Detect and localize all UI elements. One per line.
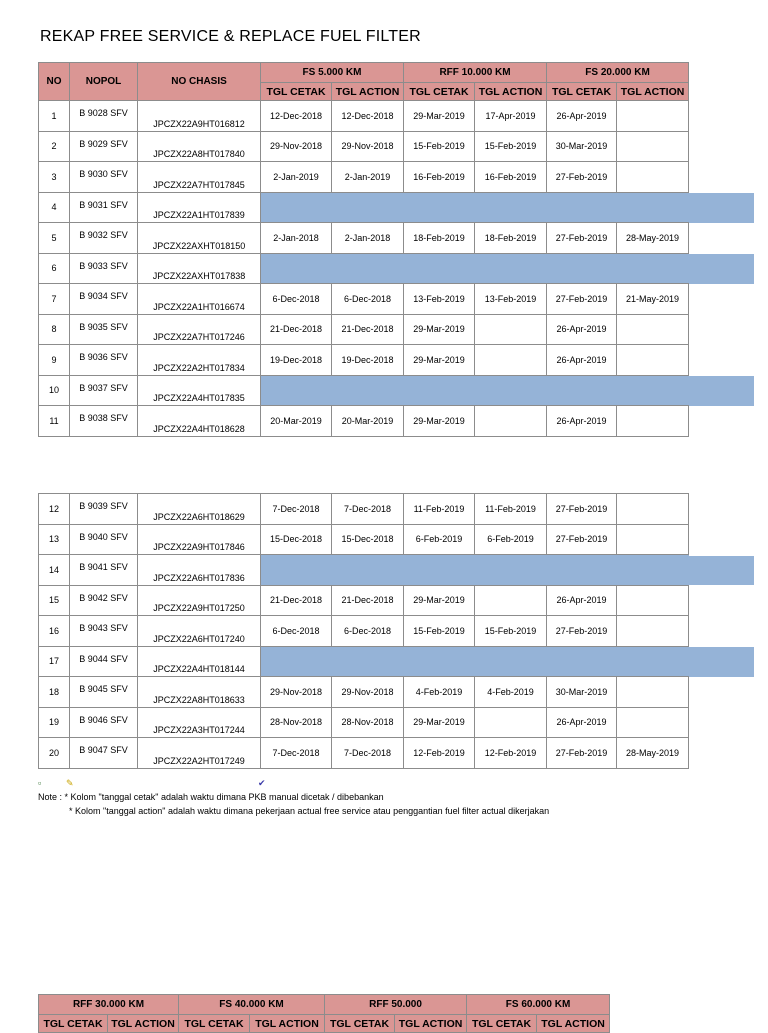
table-row <box>39 494 689 525</box>
date-cell: 17-Apr-2019 <box>475 101 547 132</box>
plate-number: B 9032 SFV <box>70 223 138 254</box>
plate-number: B 9042 SFV <box>70 585 138 616</box>
blank-row-extension <box>689 193 754 223</box>
date-cell <box>617 131 689 162</box>
row-number: 9 <box>39 345 70 376</box>
date-cell: 7-Dec-2018 <box>332 738 404 769</box>
header-sub: TGL ACTION <box>250 1015 325 1033</box>
comment-icon: ▫ <box>38 778 42 788</box>
header-sub: TGL CETAK <box>404 83 475 101</box>
date-cell: 6-Dec-2018 <box>261 284 332 315</box>
plate-number: B 9039 SFV <box>70 494 138 525</box>
table-row <box>39 284 689 315</box>
date-cell: 6-Dec-2018 <box>261 616 332 647</box>
table-row <box>39 375 689 406</box>
header-chassis: NO CHASIS <box>138 63 261 101</box>
date-cell: 21-Dec-2018 <box>261 585 332 616</box>
date-cell: 27-Feb-2019 <box>547 738 617 769</box>
plate-number: B 9028 SFV <box>70 101 138 132</box>
chassis-number: JPCZX22A2HT017249 <box>138 738 261 769</box>
chassis-number: JPCZX22A9HT017250 <box>138 585 261 616</box>
date-cell: 2-Jan-2019 <box>332 162 404 193</box>
row-number: 1 <box>39 101 70 132</box>
date-cell: 19-Dec-2018 <box>261 345 332 376</box>
chassis-number: JPCZX22A2HT017834 <box>138 345 261 376</box>
table-row <box>39 345 689 376</box>
date-cell: 18-Feb-2019 <box>475 223 547 254</box>
chassis-number: JPCZX22A3HT017244 <box>138 707 261 738</box>
date-cell: 4-Feb-2019 <box>475 677 547 708</box>
blank-row-fill <box>261 555 689 586</box>
date-cell: 21-Dec-2018 <box>332 585 404 616</box>
table-row <box>39 555 689 586</box>
header-group: RFF 30.000 KM <box>39 995 179 1015</box>
check-icon: ✔ <box>258 778 266 788</box>
header-nopol: NOPOL <box>70 63 138 101</box>
date-cell <box>475 406 547 437</box>
header-group: FS 60.000 KM <box>467 995 610 1015</box>
header-no: NO <box>39 63 70 101</box>
chassis-number: JPCZX22A9HT017846 <box>138 524 261 555</box>
date-cell <box>475 707 547 738</box>
date-cell <box>617 494 689 525</box>
row-number: 10 <box>39 375 70 406</box>
date-cell: 15-Feb-2019 <box>475 131 547 162</box>
plate-number: B 9035 SFV <box>70 314 138 345</box>
chassis-number: JPCZX22A6HT018629 <box>138 494 261 525</box>
blank-row-fill <box>261 253 689 284</box>
date-cell: 29-Nov-2018 <box>261 131 332 162</box>
blank-row-fill <box>261 646 689 677</box>
header-sub: TGL ACTION <box>617 83 689 101</box>
table-row <box>39 646 689 677</box>
service-table-1 <box>38 62 689 437</box>
row-number: 18 <box>39 677 70 708</box>
date-cell: 16-Feb-2019 <box>475 162 547 193</box>
date-cell: 21-May-2019 <box>617 284 689 315</box>
header-sub: TGL ACTION <box>537 1015 610 1033</box>
chassis-number: JPCZX22A4HT018628 <box>138 406 261 437</box>
date-cell <box>617 585 689 616</box>
date-cell: 12-Dec-2018 <box>332 101 404 132</box>
plate-number: B 9043 SFV <box>70 616 138 647</box>
blank-row-extension <box>689 376 754 406</box>
table-row <box>39 524 689 555</box>
notes <box>38 791 549 818</box>
date-cell: 21-Dec-2018 <box>261 314 332 345</box>
date-cell: 12-Feb-2019 <box>475 738 547 769</box>
date-cell <box>475 345 547 376</box>
page-title: REKAP FREE SERVICE & REPLACE FUEL FILTER <box>40 28 421 45</box>
date-cell: 28-Nov-2018 <box>332 707 404 738</box>
pencil-icon: ✎ <box>66 778 74 788</box>
cell-icons <box>38 778 278 790</box>
date-cell: 27-Feb-2019 <box>547 284 617 315</box>
table-row <box>39 677 689 708</box>
date-cell: 7-Dec-2018 <box>261 738 332 769</box>
chassis-number: JPCZX22A1HT017839 <box>138 192 261 223</box>
date-cell <box>617 406 689 437</box>
date-cell: 16-Feb-2019 <box>404 162 475 193</box>
row-number: 17 <box>39 646 70 677</box>
plate-number: B 9040 SFV <box>70 524 138 555</box>
date-cell: 27-Feb-2019 <box>547 223 617 254</box>
header-sub: TGL ACTION <box>332 83 404 101</box>
date-cell <box>617 677 689 708</box>
date-cell: 29-Mar-2019 <box>404 707 475 738</box>
date-cell <box>617 101 689 132</box>
header-group: FS 40.000 KM <box>179 995 325 1015</box>
note-line-2: * Kolom "tanggal action" adalah waktu dimana pekerjaan actual free service atau penggantian fuel filter actual dikerjakan <box>69 805 550 816</box>
date-cell: 7-Dec-2018 <box>332 494 404 525</box>
chassis-number: JPCZX22A4HT017835 <box>138 375 261 406</box>
date-cell: 15-Feb-2019 <box>475 616 547 647</box>
plate-number: B 9046 SFV <box>70 707 138 738</box>
chassis-number: JPCZX22A4HT018144 <box>138 646 261 677</box>
date-cell: 26-Apr-2019 <box>547 585 617 616</box>
date-cell: 6-Dec-2018 <box>332 616 404 647</box>
table-row <box>39 314 689 345</box>
plate-number: B 9047 SFV <box>70 738 138 769</box>
chassis-number: JPCZX22A7HT017246 <box>138 314 261 345</box>
table-row <box>39 253 689 284</box>
row-number: 7 <box>39 284 70 315</box>
table-row <box>39 738 689 769</box>
date-cell: 6-Feb-2019 <box>404 524 475 555</box>
date-cell: 11-Feb-2019 <box>404 494 475 525</box>
date-cell <box>475 585 547 616</box>
date-cell: 27-Feb-2019 <box>547 162 617 193</box>
plate-number: B 9031 SFV <box>70 192 138 223</box>
header-sub: TGL CETAK <box>547 83 617 101</box>
date-cell: 15-Dec-2018 <box>332 524 404 555</box>
date-cell <box>617 707 689 738</box>
date-cell: 28-May-2019 <box>617 738 689 769</box>
date-cell: 2-Jan-2018 <box>261 223 332 254</box>
header-sub: TGL CETAK <box>39 1015 108 1033</box>
plate-number: B 9029 SFV <box>70 131 138 162</box>
header-group: FS 5.000 KM <box>261 63 404 83</box>
header-sub: TGL ACTION <box>108 1015 179 1033</box>
date-cell: 28-Nov-2018 <box>261 707 332 738</box>
chassis-number: JPCZX22A6HT017240 <box>138 616 261 647</box>
service-table-2 <box>38 493 689 769</box>
date-cell <box>617 345 689 376</box>
date-cell: 6-Feb-2019 <box>475 524 547 555</box>
chassis-number: JPCZX22AXHT017838 <box>138 253 261 284</box>
plate-number: B 9044 SFV <box>70 646 138 677</box>
date-cell: 13-Feb-2019 <box>475 284 547 315</box>
row-number: 19 <box>39 707 70 738</box>
chassis-number: JPCZX22A6HT017836 <box>138 555 261 586</box>
plate-number: B 9033 SFV <box>70 253 138 284</box>
row-number: 11 <box>39 406 70 437</box>
date-cell: 26-Apr-2019 <box>547 707 617 738</box>
date-cell: 4-Feb-2019 <box>404 677 475 708</box>
date-cell: 27-Feb-2019 <box>547 616 617 647</box>
date-cell: 29-Nov-2018 <box>261 677 332 708</box>
header-sub: TGL CETAK <box>179 1015 250 1033</box>
plate-number: B 9038 SFV <box>70 406 138 437</box>
chassis-number: JPCZX22A1HT016674 <box>138 284 261 315</box>
row-number: 5 <box>39 223 70 254</box>
date-cell: 15-Feb-2019 <box>404 616 475 647</box>
blank-row-fill <box>261 192 689 223</box>
table-row <box>39 101 689 132</box>
table-row <box>39 223 689 254</box>
date-cell: 30-Mar-2019 <box>547 677 617 708</box>
plate-number: B 9036 SFV <box>70 345 138 376</box>
date-cell: 27-Feb-2019 <box>547 524 617 555</box>
date-cell: 19-Dec-2018 <box>332 345 404 376</box>
header-group: FS 20.000 KM <box>547 63 689 83</box>
header-sub: TGL CETAK <box>325 1015 395 1033</box>
header-sub: TGL CETAK <box>467 1015 537 1033</box>
row-number: 16 <box>39 616 70 647</box>
row-number: 6 <box>39 253 70 284</box>
blank-row-fill <box>261 375 689 406</box>
table-row <box>39 192 689 223</box>
table-row <box>39 406 689 437</box>
table-row <box>39 162 689 193</box>
date-cell <box>617 314 689 345</box>
header-group: RFF 50.000 <box>325 995 467 1015</box>
date-cell: 26-Apr-2019 <box>547 101 617 132</box>
service-table-3 <box>38 994 610 1033</box>
header-sub: TGL ACTION <box>475 83 547 101</box>
plate-number: B 9037 SFV <box>70 375 138 406</box>
date-cell: 26-Apr-2019 <box>547 345 617 376</box>
date-cell: 6-Dec-2018 <box>332 284 404 315</box>
chassis-number: JPCZX22AXHT018150 <box>138 223 261 254</box>
date-cell: 11-Feb-2019 <box>475 494 547 525</box>
row-number: 20 <box>39 738 70 769</box>
date-cell: 15-Feb-2019 <box>404 131 475 162</box>
date-cell: 15-Dec-2018 <box>261 524 332 555</box>
row-number: 8 <box>39 314 70 345</box>
date-cell: 28-May-2019 <box>617 223 689 254</box>
date-cell: 29-Mar-2019 <box>404 585 475 616</box>
plate-number: B 9030 SFV <box>70 162 138 193</box>
date-cell <box>617 524 689 555</box>
date-cell: 2-Jan-2019 <box>261 162 332 193</box>
row-number: 3 <box>39 162 70 193</box>
chassis-number: JPCZX22A8HT018633 <box>138 677 261 708</box>
chassis-number: JPCZX22A9HT016812 <box>138 101 261 132</box>
date-cell: 7-Dec-2018 <box>261 494 332 525</box>
blank-row-extension <box>689 647 755 677</box>
row-number: 12 <box>39 494 70 525</box>
table-row <box>39 585 689 616</box>
date-cell: 29-Mar-2019 <box>404 345 475 376</box>
row-number: 13 <box>39 524 70 555</box>
date-cell <box>617 162 689 193</box>
blank-row-extension <box>689 254 754 284</box>
date-cell <box>475 314 547 345</box>
table-row <box>39 707 689 738</box>
row-number: 15 <box>39 585 70 616</box>
plate-number: B 9041 SFV <box>70 555 138 586</box>
date-cell: 26-Apr-2019 <box>547 406 617 437</box>
plate-number: B 9034 SFV <box>70 284 138 315</box>
note-line-1: Note : * Kolom "tanggal cetak" adalah waktu dimana PKB manual dicetak / dibebankan <box>38 792 384 802</box>
row-number: 2 <box>39 131 70 162</box>
date-cell: 20-Mar-2019 <box>261 406 332 437</box>
date-cell: 30-Mar-2019 <box>547 131 617 162</box>
row-number: 14 <box>39 555 70 586</box>
date-cell: 12-Dec-2018 <box>261 101 332 132</box>
date-cell: 27-Feb-2019 <box>547 494 617 525</box>
date-cell: 18-Feb-2019 <box>404 223 475 254</box>
header-group: RFF 10.000 KM <box>404 63 547 83</box>
plate-number: B 9045 SFV <box>70 677 138 708</box>
table-row <box>39 131 689 162</box>
row-number: 4 <box>39 192 70 223</box>
date-cell: 29-Nov-2018 <box>332 677 404 708</box>
date-cell: 12-Feb-2019 <box>404 738 475 769</box>
header-sub: TGL CETAK <box>261 83 332 101</box>
chassis-number: JPCZX22A8HT017840 <box>138 131 261 162</box>
date-cell <box>617 616 689 647</box>
blank-row-extension <box>689 556 755 586</box>
date-cell: 29-Mar-2019 <box>404 406 475 437</box>
header-sub: TGL ACTION <box>395 1015 467 1033</box>
table-row <box>39 616 689 647</box>
date-cell: 29-Nov-2018 <box>332 131 404 162</box>
chassis-number: JPCZX22A7HT017845 <box>138 162 261 193</box>
date-cell: 21-Dec-2018 <box>332 314 404 345</box>
date-cell: 26-Apr-2019 <box>547 314 617 345</box>
date-cell: 13-Feb-2019 <box>404 284 475 315</box>
date-cell: 20-Mar-2019 <box>332 406 404 437</box>
date-cell: 2-Jan-2018 <box>332 223 404 254</box>
date-cell: 29-Mar-2019 <box>404 314 475 345</box>
date-cell: 29-Mar-2019 <box>404 101 475 132</box>
